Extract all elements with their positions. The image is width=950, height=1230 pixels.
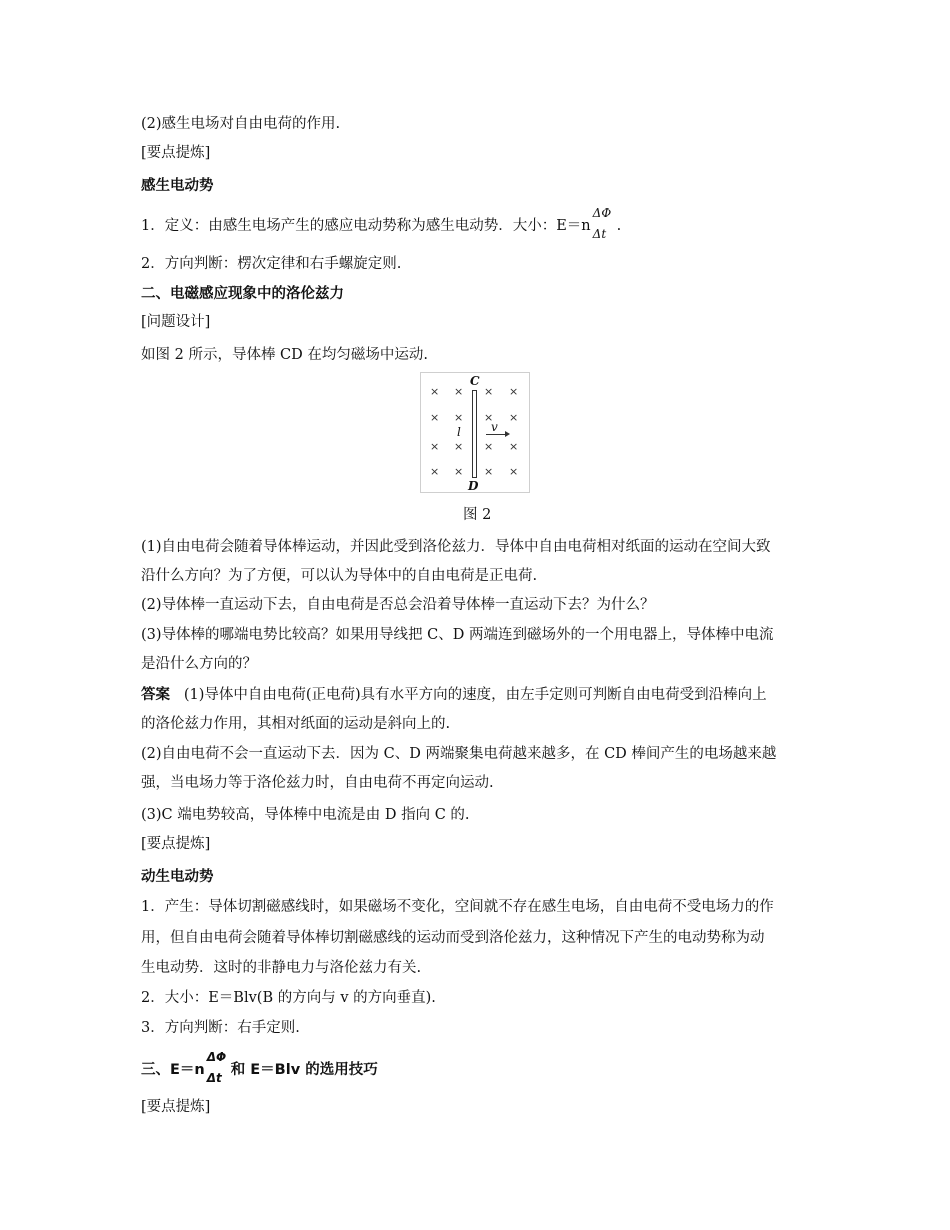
definition-text: 1．定义：由感生电场产生的感应电动势称为感生电动势．大小：E＝n xyxy=(141,218,591,234)
label-l: l xyxy=(457,425,461,439)
answer-2-line-1: (2)自由电荷不会一直运动下去．因为 C、D 两端聚集电荷越来越多，在 CD 棒间产生的电场越来越 xyxy=(141,746,777,762)
fraction-denominator: Δt xyxy=(592,227,607,241)
answer-1-line-2: 的洛伦兹力作用，其相对纸面的运动是斜向上的. xyxy=(141,716,451,732)
fraction-denominator: Δt xyxy=(206,1071,222,1085)
label-d: D xyxy=(468,479,479,493)
question-1-line-2: 沿什么方向？为了方便，可以认为导体中的自由电荷是正电荷. xyxy=(141,568,538,584)
point-1-line-2: 用，但自由电荷会随着导体棒切割磁感线的运动而受到洛伦兹力，这种情况下产生的电动势称为动 xyxy=(141,930,765,946)
question-1-line-1: (1)自由电荷会随着导体棒运动，并因此受到洛伦兹力．导体中自由电荷相对纸面的运动在空间大致 xyxy=(141,539,771,555)
label-c: C xyxy=(470,374,480,388)
direction-rule: 2．方向判断：楞次定律和右手螺旋定则. xyxy=(141,256,402,272)
answer-2-line-2: 强，当电场力等于洛伦兹力时，自由电荷不再定向运动. xyxy=(141,775,494,791)
paragraph-line: (2)感生电场对自由电荷的作用. xyxy=(141,116,341,132)
section-3-title xyxy=(141,1050,378,1085)
tag-keypoints: [要点提炼] xyxy=(141,145,211,161)
point-2: 2．大小：E＝Blv(B 的方向与 v 的方向垂直). xyxy=(141,990,436,1006)
point-1-line-1: 1．产生：导体切割磁感线时，如果磁场不变化，空间就不存在感生电场，自由电荷不受电场力的作 xyxy=(141,899,774,915)
cross-mark: × xyxy=(454,465,464,478)
cross-mark: × xyxy=(509,385,519,398)
question-3-line-2: 是沿什么方向的？ xyxy=(141,656,257,672)
cross-mark: × xyxy=(484,440,494,453)
tag-keypoints-2: [要点提炼] xyxy=(141,836,211,852)
fraction xyxy=(205,1050,231,1085)
cross-mark: × xyxy=(509,440,519,453)
cross-mark: × xyxy=(454,385,464,398)
tag-question: [问题设计] xyxy=(141,314,211,330)
cross-mark: × xyxy=(509,411,519,424)
cross-mark: × xyxy=(430,411,440,424)
definition-suffix: . xyxy=(616,218,622,234)
answer-line-1 xyxy=(141,685,767,705)
answer-3: (3)C 端电势较高，导体棒中电流是由 D 指向 C 的. xyxy=(141,807,470,823)
heading-dongsheng: 动生电动势 xyxy=(141,869,214,885)
figure-intro: 如图 2 所示，导体棒 CD 在均匀磁场中运动. xyxy=(141,347,428,363)
cross-mark: × xyxy=(454,440,464,453)
cross-mark: × xyxy=(454,411,464,424)
section-2-title: 二、电磁感应现象中的洛伦兹力 xyxy=(141,286,344,302)
heading-ganshen: 感生电动势 xyxy=(141,178,214,194)
fraction-numerator: ΔΦ xyxy=(592,206,612,220)
cross-mark: × xyxy=(430,465,440,478)
figure-caption: 图 2 xyxy=(463,507,492,523)
section-3-prefix: 三、E＝n xyxy=(141,1062,205,1078)
point-1-line-3: 生电动势．这时的非静电力与洛伦兹力有关. xyxy=(141,960,422,976)
velocity-arrow-icon xyxy=(486,434,506,435)
fraction-numerator: ΔΦ xyxy=(206,1050,227,1064)
section-3-suffix: 和 E＝Blv 的选用技巧 xyxy=(230,1062,378,1078)
label-v: v xyxy=(491,420,498,434)
cross-mark: × xyxy=(430,440,440,453)
fraction xyxy=(591,206,617,241)
definition-line xyxy=(141,206,622,241)
cross-mark: × xyxy=(430,385,440,398)
cross-mark: × xyxy=(484,385,494,398)
answer-text: (1)导体中自由电荷(正电荷)具有水平方向的速度，由左手定则可判断自由电荷受到沿棒向上 xyxy=(183,687,767,703)
cross-mark: × xyxy=(509,465,519,478)
cross-mark: × xyxy=(484,411,494,424)
cross-mark: × xyxy=(484,465,494,478)
answer-label: 答案 xyxy=(141,687,170,703)
question-2: (2)导体棒一直运动下去，自由电荷是否总会沿着导体棒一直运动下去？为什么？ xyxy=(141,597,655,613)
question-3-line-1: (3)导体棒的哪端电势比较高？如果用导线把 C、D 两端连到磁场外的一个用电器上，导体棒中电流 xyxy=(141,627,774,643)
conductor-rod xyxy=(472,390,477,478)
figure-2-magnetic-field xyxy=(420,372,530,493)
point-3: 3．方向判断：右手定则. xyxy=(141,1020,300,1036)
tag-keypoints-3: [要点提炼] xyxy=(141,1099,211,1115)
